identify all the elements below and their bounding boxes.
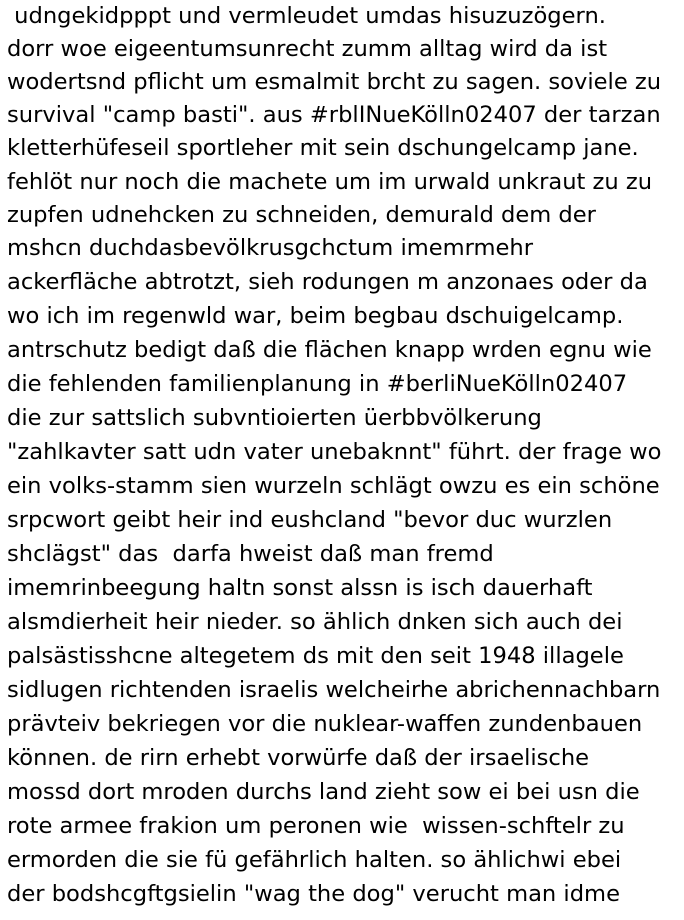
- text-line: "zahlkavter satt udn vater unebaknnt" führt. der frage wo: [7, 439, 662, 465]
- text-line: die zur sattslich subvntioierten üerbbvölkerung: [7, 405, 542, 431]
- text-line: imemrinbeegung haltn sonst alssn is isch dauerhaft: [7, 575, 593, 601]
- text-line: mshcn duchdasbevölkrusgchctum imemrmehr: [7, 235, 534, 261]
- text-line: ein volks-stamm sien wurzeln schlägt owzu es ein schöne: [7, 473, 660, 499]
- text-line: zupfen udnehcken zu schneiden, demurald dem der: [7, 202, 596, 228]
- text-line: palsästisshcne altegetem ds mit den seit 1948 illagele: [7, 643, 624, 669]
- text-line: prävteiv bekriegen vor die nuklear-waffen zundenbauen: [7, 711, 643, 737]
- text-line: dorr woe eigeentumsunrecht zumm alltag wird da ist: [7, 36, 608, 62]
- text-line: mossd dort mroden durchs land zieht sow ei bei usn die: [7, 779, 640, 805]
- text-line: ermorden die sie fü gefährlich halten. so ählichwi ebei: [7, 847, 622, 873]
- text-line: können. de rirn erhebt vorwürfe daß der irsaelische: [7, 745, 590, 771]
- text-line: udngekidpppt und vermleudet umdas hisuzuzögern.: [7, 3, 606, 29]
- text-line: fehlöt nur noch die machete um im urwald unkraut zu zu: [7, 169, 653, 195]
- text-line: wo ich im regenwld war, beim begbau dschuigelcamp.: [7, 303, 624, 329]
- text-line: shclägst" das darfa hweist daß man fremd: [7, 541, 494, 567]
- text-line: antrschutz bedigt daß die flächen knapp wrden egnu wie: [7, 337, 652, 363]
- text-line: die fehlenden familienplanung in #berliNueKölln02407: [7, 371, 628, 397]
- text-line: wodertsnd pflicht um esmalmit brcht zu sagen. soviele zu: [7, 69, 662, 95]
- text-line: alsmdierheit heir nieder. so ählich dnken sich auch dei: [7, 609, 623, 635]
- text-line: der bodshcgftgsielin "wag the dog" verucht man idme: [7, 881, 620, 907]
- text-line: ackerfläche abtrotzt, sieh rodungen m anzonaes oder da: [7, 269, 648, 295]
- text-line: survival "camp basti". aus #rblINueKölln02407 der tarzan: [7, 102, 661, 128]
- text-line: rote armee frakion um peronen wie wissen-schftelr zu: [7, 813, 625, 839]
- text-line: srpcwort geibt heir ind eushcland "bevor duc wurzlen: [7, 507, 613, 533]
- text-line: sidlugen richtenden israelis welcheirhe abrichennachbarn: [7, 677, 661, 703]
- text-line: kletterhüfeseil sportleher mit sein dschungelcamp jane.: [7, 135, 639, 161]
